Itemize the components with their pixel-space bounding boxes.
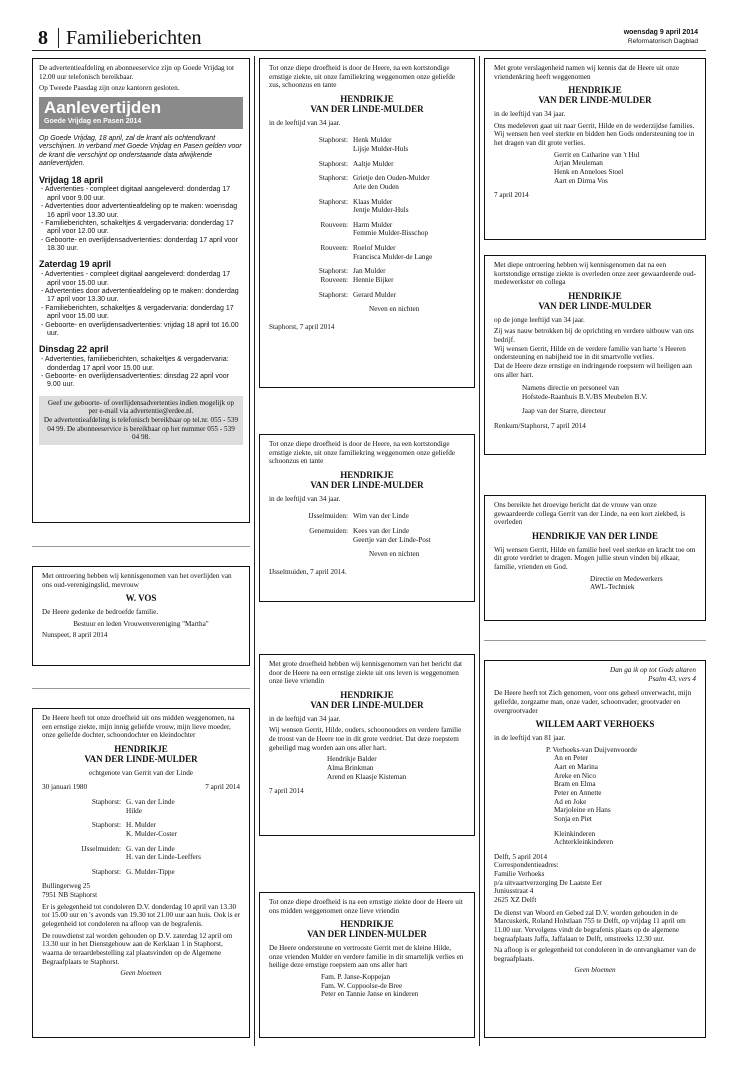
relative-row: Genemuiden: Kees van der Linde Geertje van der Linde-Post <box>309 526 431 544</box>
relative-row: Staphorst: H. Mulder K. Mulder-Coster <box>91 821 177 838</box>
deceased-name: HENDRIKJE VAN DER LINDE-MULDER <box>310 469 424 490</box>
deceased-name: HENDRIKJE VAN DER LINDE-MULDER <box>538 290 652 311</box>
condolence-text: Er is gelegenheid tot condoleren D.V. donderdag 10 april van 13.30 tot 15.00 uur en 's avonds van 19.30 tot 21.00 uur aan huis. Ook is er gelegenheid tot condoleren na afloop van de begrafenis. <box>42 902 240 929</box>
mid-notice-2 <box>259 434 475 602</box>
death-date: 7 april 2014 <box>205 783 240 792</box>
family-notice <box>32 708 250 1038</box>
contact-box <box>39 396 243 445</box>
vos-notice <box>32 566 250 666</box>
notice-place-date: Renkum/Staphorst, 7 april 2014 <box>494 422 586 431</box>
deceased-name: WILLEM AART VERHOEKS <box>535 719 655 730</box>
day-item: - Familieberichten, schakeltjes & vergadervaria: donderdag 17 april voor 12.00 uur. <box>41 219 234 236</box>
separator <box>32 688 250 689</box>
family-list: P. Verhoeks-van Duijvenvoorde An en Peter Aart en Marina Areke en Nico Bram en Elma Peter en Annette Ad en Joke Marjoleine en Hans Sonja en Piet Kleinkinderen Achterkleinkinderen <box>546 745 638 847</box>
day-item: - Advertenties, familieberichten, schakeltjes & vergadervaria: donderdag 17 april voor 15.00 uur. <box>41 356 229 372</box>
relative-row: Staphorst: G. van der Linde Hilde <box>91 797 175 815</box>
age-line: in de leeftijd van 34 jaar. <box>269 714 341 723</box>
aanlevertijden-notice <box>32 58 250 523</box>
bible-verse: Dan ga ik op tot Gods altaren Psalm 43, vers 4 <box>610 666 696 683</box>
page-number: 8 <box>38 27 48 49</box>
notice-text: Wij wensen Gerrit, Hilde en familie heel veel sterkte en kracht toe om dit grote verdriet te dragen. Mogen jullie steun vinden bij elkaar, familie, vrienden en God. <box>494 545 696 572</box>
notice-intro: Met ontroering hebben wij kennisgenomen van het overlijden van ons oud-verenigingslid, mevrouw <box>42 572 232 589</box>
notice-place-date: Nunspeet, 8 april 2014 <box>42 631 108 640</box>
relative-row: Rouveen: Roelof Mulder Francisca Mulder-de Lange <box>320 244 433 261</box>
day-item: - Geboorte- en overlijdensadvertenties: donderdag 17 april voor 18.30 uur. <box>41 236 238 253</box>
day-heading: Zaterdag 19 april <box>39 259 112 270</box>
mid-notice-1 <box>259 58 475 388</box>
age-line: in de leeftijd van 34 jaar. <box>494 110 566 119</box>
relative-row: Staphorst: Aaltje Mulder <box>318 159 394 168</box>
relative-row: Staphorst: Henk Mulder Lijsje Mulder-Huls <box>318 136 409 153</box>
service-text: De dienst van Woord en Gebed zal D.V. worden gehouden in de Marcuskerk, Roland Holstlaan 755 te Delft, op vrijdag 11 april om 11.00 uur. Vervolgens vindt de begrafenis plaats op de algemene begraafplaats Jaffa, Jaffalaan te Delft, omstreeks 12.30 uur. <box>494 908 686 943</box>
contact-email-text: Geef uw geboorte- of overlijdensadvertenties indien mogelijk op per e-mail via advertentie@erdee.nl. <box>47 398 235 416</box>
notice-intro: Tot onze diepe droefheid is door de Heere, na een kortstondige ernstige ziekte, uit onze familiekring weggenomen onze geliefde zus, schoonzus en tante <box>269 64 456 90</box>
notice-text: Wij wensen Gerrit, Hilde, ouders, schoonouders en verdere familie de troost van de Heere toe in dit grote verdriet. Dat deze roepstem geheiligd mag worden aan ons aller hart. <box>269 726 462 752</box>
relative-row: Staphorst: Klaas Mulder Jentje Mulder-Huls <box>318 197 409 215</box>
header-divider <box>58 28 59 48</box>
deceased-name: HENDRIKJE VAN DER LINDE-MULDER <box>310 689 424 710</box>
deceased-name: W. VOS <box>125 593 157 604</box>
deceased-name: HENDRIKJE VAN DER LINDE-MULDER <box>310 93 424 114</box>
separator <box>484 640 706 641</box>
right-notice-2 <box>484 255 706 455</box>
right-notice-4 <box>484 660 706 1038</box>
mid-notice-4 <box>259 892 475 1038</box>
relative-row: Staphorst: Gerard Mulder <box>318 290 396 299</box>
day-item: - Advertenties - compleet digitaal aangeleverd: donderdag 17 april voor 15.00 uur. <box>41 271 231 287</box>
notice-intro: De Heere heeft tot Zich genomen, voor ons geheel onverwacht, mijn geliefde, zorgzame man, onze vader, schoonvader, grootvader en overgrootvader <box>494 689 692 715</box>
notice-text: Zij was nauw betrokken bij de oprichting en verdere uitbouw van ons bedrijf. Wij wensen Gerrit, Hilde en de verdere familie van harte 's Heeren ondersteuning en nabijheid toe in dit smartvolle verlies. Dat de Heere deze ernstige en indringende roepstem wil heiligen aan ons aller hart. <box>494 327 694 379</box>
life-dates <box>42 783 240 792</box>
signers: Fam. P. Janse-Koppejan Fam. W. Coppoolse-de Bree Peter en Tannie Janse en kinderen <box>321 972 419 999</box>
signature-block: Directie en Medewerkers AWL-Techniek <box>590 574 663 592</box>
right-notice-1 <box>484 58 706 240</box>
deceased-name: HENDRIKJE VAN DER LINDEN-MULDER <box>307 919 427 940</box>
aanlevertijden-title: Aanlevertijden <box>44 97 162 117</box>
day-heading: Vrijdag 18 april <box>39 174 104 185</box>
no-flowers: Geen bloemen <box>574 966 616 975</box>
day-heading: Dinsdag 22 april <box>39 344 109 355</box>
column-divider-2 <box>479 56 480 1046</box>
day-item: - Advertenties door advertentieafdeling op te maken: donderdag 17 april voor 13.30 uur. <box>41 288 239 304</box>
notice-intro: De Heere heeft tot onze droefheid uit ons midden weggenomen, na een ernstige ziekte, mijn innig geliefde vrouw, mijn lieve moeder, onze geliefde dochter, schoondochter en kleindochter <box>42 714 235 740</box>
separator <box>32 546 250 547</box>
mid-notice-3 <box>259 654 475 836</box>
relative-row: Rouveen: Harm Mulder Femmie Mulder-Bisschop <box>320 220 429 238</box>
notice-intro-1: De advertentieafdeling en abonneeservice zijn op Goede Vrijdag tot 12.00 uur telefonisch bereikbaar. <box>39 64 235 81</box>
deceased-name: HENDRIKJE VAN DER LINDE-MULDER <box>84 743 198 764</box>
column-divider-1 <box>254 56 255 1046</box>
age-line: op de jonge leeftijd van 34 jaar. <box>494 315 585 324</box>
notice-text: De Heere gedenke de bedroefde familie. <box>42 608 159 617</box>
relative-row: Staphorst: G. Mulder-Tippe <box>91 867 175 876</box>
deceased-name: HENDRIKJE VAN DER LINDE-MULDER <box>538 85 652 106</box>
address: Bullingerweg 25 7951 NB Staphorst <box>42 882 98 900</box>
condolence-text: Na afloop is er gelegenheid tot condoleren in de ontvangkamer van de begraafplaats. <box>494 946 696 963</box>
notice-intro: Met grote verslagenheid namen wij kennis dat de Heere uit onze vriendenkring heeft weggenomen <box>494 64 680 81</box>
no-flowers: Geen bloemen <box>120 969 162 978</box>
aanlevertijden-subtitle: Goede Vrijdag en Pasen 2014 <box>44 117 142 125</box>
day-item: - Advertenties - compleet digitaal aangeleverd: donderdag 17 april voor 9.00 uur. <box>41 186 231 202</box>
notice-date: 7 april 2014 <box>494 191 529 200</box>
spouse-line: echtgenote van Gerrit van der Linde <box>89 768 193 777</box>
notice-intro: Tot onze diepe droefheid is na een ernstige ziekte door de Heere uit ons midden weggenomen onze lieve vriendin <box>269 898 463 915</box>
notice-text: Ons medeleven gaat uit naar Gerrit, Hilde en de wederzijdse families. Wij wensen hen veel sterkte en bidden hen Gods ondersteuning toe in het dragen van dit grote verlies. <box>494 121 695 147</box>
age-line: in de leeftijd van 34 jaar. <box>269 494 341 503</box>
service-text: De rouwdienst zal worden gehouden op D.V. zaterdag 12 april om 13.30 uur in het Dienstgebouw aan de Kerklaan 1 in Staphorst, waarna de teraardebestelling zal plaatsvinden op de Algemene Begraafplaats te Staphorst. <box>42 931 233 966</box>
notice-intro: Met grote droefheid hebben wij kennisgenomen van het bericht dat door de Heere na een ernstige ziekte uit ons leven is weggenomen onze lieve vriendin <box>269 660 463 686</box>
relative-row: IJsselmuiden: Wim van der Linde <box>308 512 409 521</box>
notice-place-date: IJsselmuiden, 7 april 2014. <box>269 567 347 576</box>
notice-place-date: Staphorst, 7 april 2014 <box>269 322 335 331</box>
right-notice-3 <box>484 495 706 621</box>
relative-row: IJsselmuiden: G. van der Linde H. van der Linde-Leeffers <box>81 844 201 862</box>
notice-date: 7 april 2014 <box>269 787 304 796</box>
header-rule <box>32 50 706 51</box>
aanlevertijden-banner <box>39 97 243 129</box>
issue-date: woensdag 9 april 2014 <box>623 29 698 36</box>
deceased-name: HENDRIKJE VAN DER LINDE <box>532 530 658 541</box>
newspaper-name: Reformatorisch Dagblad <box>627 38 698 45</box>
day-item: - Geboorte- en overlijdensadvertenties: dinsdag 22 april voor 9.00 uur. <box>41 372 229 389</box>
notice-text: De Heere ondersteune en vertrooste Gerrit met de kleine Hilde, onze vrienden Mulder en verdere familie in dit smartelijk verlies en heilige deze ernstige roepstem aan ons aller hart <box>269 944 464 970</box>
birth-date: 30 januari 1980 <box>42 783 88 792</box>
extra-relatives: Neven en nichten <box>369 550 420 559</box>
day-item: - Familieberichten, schakeltjes & vergadervaria: donderdag 17 april voor 15.00 uur. <box>41 304 234 321</box>
contact-phone-text: De advertentieafdeling is telefonisch bereikbaar op tel.nr. 055 - 539 04 99. De abonneeservice is bereikbaar op het nummer 055 - 539 04 98. <box>43 416 239 442</box>
relative-row: Rouveen: Hennie Bijker <box>320 276 394 285</box>
relative-row: Staphorst: Grietje den Ouden-Mulder Arie den Ouden <box>318 174 430 191</box>
notice-signature: Bestuur en leden Vrouwenvereniging "Martha" <box>73 619 209 628</box>
signature-block: Namens directie en personeel van Hofstede-Raanhuis B.V./BS Meubelen B.V. Jaap van der Starre, directeur <box>522 384 648 416</box>
notice-intro: Ons bereikte het droevige bericht dat de vrouw van onze gewaardeerde collega Gerrit van der Linde, na een kort ziekbed, is overleden <box>494 501 686 527</box>
day-item: - Advertenties door advertentieafdeling op te maken: woensdag 16 april voor 13.30 uur. <box>41 203 238 219</box>
age-line: in de leeftijd van 34 jaar. <box>269 118 341 127</box>
age-line: in de leeftijd van 81 jaar. <box>494 734 566 743</box>
aanlevertijden-note: Op Goede Vrijdag, 18 april, zal de krant als ochtendkrant verschijnen. In verband met Goede Vrijdag en Pasen gelden voor de krant die verschijnt op onderstaande data afwijkende aanlevertijden. <box>39 135 242 168</box>
relative-row: Staphorst: Jan Mulder <box>318 267 386 276</box>
address-block: Delft, 5 april 2014 Correspondentieadres: Familie Verhoeks p/a uitvaartverzorging De Laatste Eer Juniusstraat 4 2625 XZ Delft <box>494 852 603 904</box>
notice-intro: Tot onze diepe droefheid is door de Heere, na een kortstondige ernstige ziekte, uit onze familiekring weggenomen onze geliefde schoonzus en tante <box>269 440 456 466</box>
extra-relatives: Neven en nichten <box>369 305 420 314</box>
day-item: - Geboorte- en overlijdensadvertenties: vrijdag 18 april tot 16.00 uur. <box>41 321 239 338</box>
section-title: Familieberichten <box>66 27 202 49</box>
signers: Gerrit en Catharine van 't Hul Arjan Meuleman Henk en Anneloes Stoel Aart en Dirma Vos <box>554 150 640 185</box>
notice-intro: Met diepe ontroering hebben wij kennisgenomen dat na een kortstondige ernstige ziekte is overleden onze zeer gewaardeerde oud-medewerkster en collega <box>494 261 696 287</box>
notice-intro-2: Op Tweede Paasdag zijn onze kantoren gesloten. <box>39 84 180 93</box>
signers: Hendrikje Balder Alma Brinkman Arend en Klaasje Kisteman <box>327 755 407 781</box>
